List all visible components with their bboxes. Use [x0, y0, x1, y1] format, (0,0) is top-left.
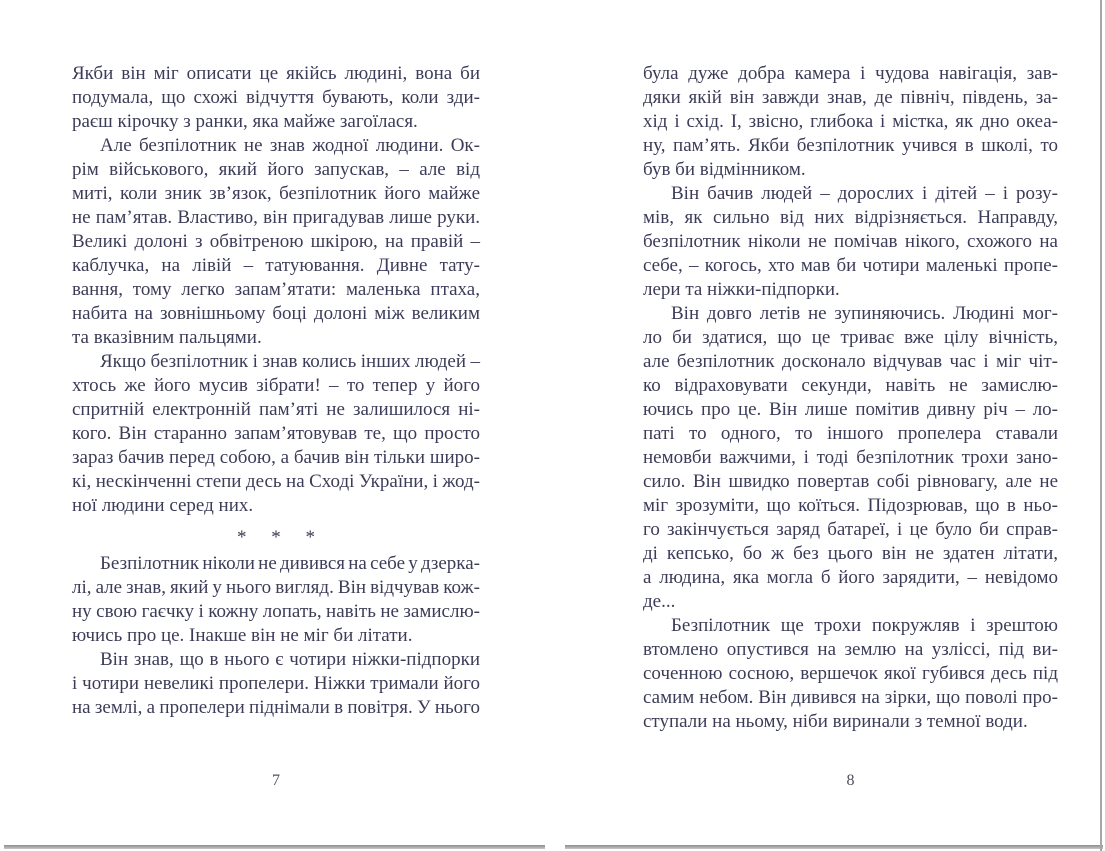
text-line: Безпілотник ще трохи покружляв і зрештою: [671, 615, 1058, 636]
text-line: хід і схід. І, звісно, глибока і містка, як дно океа-: [643, 111, 1058, 132]
text-line: ло би здатися, що це триває вже цілу вічність,: [643, 327, 1058, 348]
text-line: вання, тому легко запам’ятати: маленька птаха,: [72, 279, 480, 300]
paragraph: [643, 302, 1058, 614]
text-line: миті, коли зник зв’язок, безпілотник його майже: [72, 183, 480, 204]
text-line: соченною сосною, вершечок якої губився десь під: [643, 663, 1058, 684]
text-line: раєш кірочку з ранки, яка майже загоїлася.: [72, 111, 418, 132]
left-page: [0, 0, 552, 851]
paragraph: [643, 62, 1058, 182]
text-line: Якщо безпілотник і знав колись інших людей –: [100, 351, 480, 372]
text-line: подумала, що схожі відчуття бувають, коли зди-: [72, 87, 480, 108]
text-line: ступали на ньому, ніби виринали з темної води.: [643, 711, 1028, 732]
page-number: 7: [272, 772, 280, 789]
text-line: не пам’ятав. Властиво, він пригадував лише руки.: [72, 207, 480, 228]
paragraph: [72, 648, 480, 720]
text-line: ної людини серед них.: [72, 495, 254, 516]
text-line: набита на зовнішньому боці долоні між великим: [72, 303, 480, 324]
text-line: Він знав, що в нього є чотири ніжки-підпорки: [100, 649, 480, 670]
text-line: зараз бачив перед собою, а бачив він тільки широ-: [72, 447, 480, 468]
page-edge-bottom-left: [4, 845, 545, 849]
text-line: був би відмінником.: [643, 159, 806, 180]
right-page-text-column: [643, 62, 1058, 734]
text-line: а людина, яка могла б його зарядити, – невідомо: [643, 567, 1058, 588]
text-line: мів, як сильно від них відрізняється. Направду,: [643, 207, 1058, 228]
text-line: була дуже добра камера і чудова навігація, зав-: [643, 63, 1058, 84]
text-line: дяки якій він завжди знав, де північ, південь, за-: [643, 87, 1058, 108]
paragraph: [72, 62, 480, 134]
text-line: рім військового, який його запускав, – але від: [72, 159, 480, 180]
paragraph: [72, 134, 480, 350]
text-line: Якби він міг описати це якійсь людині, вона би: [72, 63, 480, 84]
text-line: безпілотник ніколи не помічав нікого, схожого на: [643, 231, 1058, 252]
text-line: де...: [643, 591, 676, 612]
paragraph: [72, 552, 480, 648]
left-page-text-column: [72, 62, 480, 720]
text-line: Безпілотник ніколи не дивився на себе у дзерка-: [100, 553, 481, 574]
text-line: ну, пам’ять. Якби безпілотник учився в школі, то: [643, 135, 1058, 156]
page-number: 8: [846, 772, 855, 789]
page-edge-bottom-right: [565, 845, 1103, 849]
text-line: каблучка, на лівій – татуювання. Дивне тату-: [72, 255, 480, 276]
text-line: кого. Він старанно запам’ятовував те, що просто: [72, 423, 480, 444]
text-line: лери та ніжки-підпорки.: [643, 279, 840, 300]
right-page: [552, 0, 1105, 851]
text-line: Він довго летів не зупиняючись. Людині мог-: [671, 303, 1058, 324]
text-line: ко відраховувати секунди, навіть не замислю-: [643, 375, 1058, 396]
text-line: і чотири невеликі пропелери. Ніжки тримали його: [72, 673, 480, 694]
text-line: немовби важчими, і тоді безпілотник трохи зано-: [643, 447, 1058, 468]
text-line: самим небом. Він дивився на зірки, що поволі про-: [643, 687, 1058, 708]
text-line: та вказівним пальцями.: [72, 327, 262, 348]
text-line: втомлено опустився на землю на узліссі, під ви-: [643, 639, 1058, 660]
text-line: Він бачив людей – дорослих і дітей – і розу-: [671, 183, 1058, 204]
text-line: кі, нескінченні степи десь на Сході України, і жод-: [72, 471, 480, 492]
paragraph: [643, 182, 1058, 302]
text-line: на землі, а пропелери піднімали в повітря. У нього: [72, 697, 480, 718]
text-line: ючись про це. Він лише помітив дивну річ – ло-: [643, 399, 1058, 420]
page-edge-right: [1100, 0, 1102, 851]
paragraph: [643, 614, 1058, 734]
text-line: але безпілотник досконало відчував час і міг чіт-: [643, 351, 1058, 372]
text-line: ну свою гаєчку і кожну лопать, навіть не замислю-: [72, 601, 480, 622]
text-line: го закінчується заряд батареї, і це було би справ-: [643, 519, 1058, 540]
text-line: спритній електронній пам’яті не залишилося ні-: [72, 399, 480, 420]
text-line: ючись про це. Інакше він не міг би літати.: [72, 625, 413, 646]
paragraph: [72, 350, 480, 518]
text-line: Великі долоні з обвітреною шкірою, на правій –: [72, 231, 480, 252]
text-line: себе, – когось, хто мав би чотири маленькі пропе-: [643, 255, 1058, 276]
section-separator: * * *: [237, 527, 325, 548]
text-line: Але безпілотник не знав жодної людини. Ок-: [100, 135, 480, 156]
text-line: хтось же його мусив зібрати! – то тепер у його: [72, 375, 480, 396]
text-line: паті то одного, то іншого пропелера ставали: [643, 423, 1058, 444]
text-line: ді кепсько, бо ж без цього він не здатен літати,: [643, 543, 1058, 564]
text-line: лі, але знав, який у нього вигляд. Він відчував кож-: [72, 577, 480, 598]
text-line: міг зрозуміти, що коїться. Підозрював, що в ньо-: [643, 495, 1058, 516]
text-line: сило. Він швидко повертав собі рівновагу, але не: [643, 471, 1058, 492]
